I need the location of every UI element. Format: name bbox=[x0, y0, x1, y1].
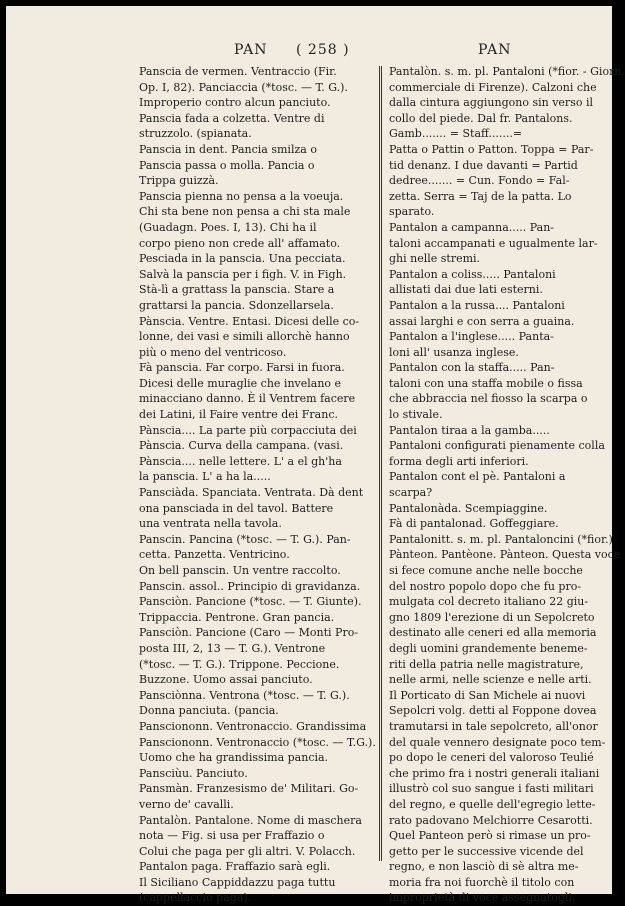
text-line: più o meno del ventricoso. bbox=[139, 345, 287, 359]
text-line: illustrò col suo sangue i fasti militari bbox=[389, 782, 594, 796]
text-line: Panscia de vermen. Ventraccio (Fir. bbox=[139, 65, 337, 78]
text-line: collo del piede. Dal fr. Pantalons. bbox=[389, 111, 573, 125]
text-line: gno 1809 l'erezione di un Sepolcreto bbox=[389, 610, 595, 624]
text-line: che primo fra i nostri generali italiani bbox=[389, 766, 600, 780]
text-line: loni all' usanza inglese. bbox=[389, 345, 519, 359]
text-line: (*tosc. — T. G.). Trippone. Peccione. bbox=[139, 657, 340, 671]
text-line: grattarsi la pancia. Sdonzellarsela. bbox=[139, 298, 334, 312]
text-line: dei Latini, il Faire ventre dei Franc. bbox=[139, 408, 338, 422]
text-line: nelle armi, nelle scienze e nelle arti. bbox=[389, 673, 592, 687]
text-line: Pansciòn. Pancione (*tosc. — T. Giunte). bbox=[139, 595, 362, 609]
text-line: destinato alle ceneri ed alla memoria bbox=[389, 626, 597, 640]
text-line: lo stivale. bbox=[389, 408, 443, 422]
text-line: Salvà la panscia per i figh. V. in Figh. bbox=[139, 267, 347, 281]
text-line: Gamb....... = Staff.......= bbox=[389, 127, 523, 141]
text-line: Fà panscia. Far corpo. Farsi in fuora. bbox=[139, 361, 345, 375]
text-line: tramutarsi in tale sepolcreto, all'onor bbox=[389, 719, 598, 733]
text-line: una ventrata nella tavola. bbox=[139, 517, 282, 531]
text-line: Patta o Pattin o Patton. Toppa = Par- bbox=[389, 142, 594, 156]
text-line: mulgata col decreto italiano 22 giu- bbox=[389, 595, 589, 609]
text-line: Pansciononn. Ventronaccio (*tosc. — T.G.). bbox=[139, 735, 376, 749]
text-line: On bell panscin. Un ventre raccolto. bbox=[139, 564, 341, 577]
text-line: Pantalòn. Pantalone. Nome di maschera bbox=[139, 813, 362, 827]
text-line: assai larghi e con serra a guaina. bbox=[389, 314, 575, 328]
text-line: Pansmàn. Franzesismo de' Militari. Go- bbox=[139, 782, 359, 796]
text-line: Buzzone. Uomo assai panciuto. bbox=[139, 673, 313, 687]
text-line: Il Porticato di San Michele ai nuovi bbox=[389, 688, 586, 702]
text-line: Pansciononn. Ventronaccio. Grandissima bbox=[139, 719, 367, 733]
text-line: del regno, e quelle dell'egregio lette- bbox=[389, 797, 596, 811]
text-line: (cappellaccio paga). bbox=[139, 891, 252, 905]
text-line: Panscia pienna no pensa a la voeuja. bbox=[139, 189, 344, 203]
text-line: Pànscia. Ventre. Entasi. Dicesi delle co- bbox=[139, 314, 360, 328]
text-line: Pesciada in la panscia. Una pecciata. bbox=[139, 252, 346, 266]
text-line: allistati dai due lati esterni. bbox=[389, 283, 543, 297]
text-line: Il Siciliano Cappiddazzu paga tuttu bbox=[139, 875, 336, 889]
text-line: improprietà di voce assegnatogli. bbox=[389, 891, 576, 905]
text-line: Pansciòn. Pancione (Caro — Monti Pro- bbox=[139, 626, 359, 640]
running-head-right: PAN bbox=[478, 42, 512, 58]
text-line: Pantalon paga. Fraffazio sarà egli. bbox=[139, 860, 331, 874]
text-line: Pansciàda. Spanciata. Ventrata. Dà dent bbox=[139, 486, 364, 500]
text-line: rato padovano Melchiorre Cesarotti. bbox=[389, 813, 593, 827]
text-line: Op. I, 82). Panciaccia (*tosc. — T. G.). bbox=[139, 80, 348, 94]
text-line: verno de' cavalli. bbox=[139, 797, 234, 811]
text-line: Pantaloni configurati pienamente colla bbox=[389, 439, 605, 453]
text-line: taloni accampanati e ugualmente lar- bbox=[389, 236, 598, 250]
text-line: Panscin. Pancina (*tosc. — T. G.). Pan- bbox=[139, 532, 351, 546]
text-line: Improperio contro alcun panciuto. bbox=[139, 96, 331, 110]
text-line: Dicesi delle muraglie che invelano e bbox=[139, 376, 342, 390]
text-line: Panscia in dent. Pancia smilza o bbox=[139, 142, 317, 156]
text-line: Pànscia.... nelle lettere. L' a el gh'ha bbox=[139, 454, 342, 468]
running-head-left: PAN bbox=[234, 42, 268, 58]
text-line: Quel Panteon però si rimase un pro- bbox=[389, 829, 591, 843]
text-line: riti della patria nelle magistrature, bbox=[389, 657, 584, 671]
text-line: getto per le successive vicende del bbox=[389, 844, 584, 858]
text-line: Trippa guizzà. bbox=[139, 174, 219, 188]
text-line: che abbraccia nel fiosso la scarpa o bbox=[389, 392, 588, 406]
text-line: Pantalon con la staffa..... Pan- bbox=[389, 361, 555, 375]
text-line: Fà di pantalonad. Goffeggiare. bbox=[389, 517, 559, 531]
text-line: Pantalon tiraa a la gamba..... bbox=[389, 423, 550, 437]
text-line: Pansciùu. Panciuto. bbox=[139, 766, 248, 780]
text-line: del quale vennero designate poco tem- bbox=[389, 735, 606, 749]
text-line: Pantalonitt. s. m. pl. Pantaloncini (*fior.) bbox=[389, 532, 613, 546]
text-line: Sepolcri volg. detti al Foppone dovea bbox=[389, 704, 597, 718]
text-line: Panscin. assol.. Principio di gravidanza. bbox=[139, 579, 361, 593]
text-line: Stà-lì a grattass la panscia. Stare a bbox=[139, 283, 335, 297]
text-line: commerciale di Firenze). Calzoni che bbox=[389, 80, 597, 94]
right-column bbox=[389, 64, 625, 906]
text-line: cetta. Panzetta. Ventricino. bbox=[139, 548, 290, 562]
text-line: regno, e non lasciò di sè altra me- bbox=[389, 860, 579, 874]
text-line: Trippaccia. Pentrone. Gran pancia. bbox=[139, 610, 335, 624]
text-line: forma degli arti inferiori. bbox=[389, 454, 529, 468]
text-line: Panscia fada a colzetta. Ventre di bbox=[139, 111, 325, 125]
text-line: Uomo che ha grandissima pancia. bbox=[139, 751, 329, 765]
text-line: minacciano danno. È il Ventrem facere bbox=[139, 392, 356, 406]
text-line: nota — Fig. si usa per Fraffazio o bbox=[139, 829, 325, 843]
text-line: taloni con una staffa mobile o fissa bbox=[389, 376, 583, 390]
text-line: Pànscia.... La parte più corpacciuta dei bbox=[139, 423, 357, 437]
text-line: (Guadagn. Poes. I, 13). Chi ha il bbox=[139, 220, 317, 234]
book-page bbox=[6, 6, 625, 905]
text-line: Donna panciuta. (pancia. bbox=[139, 704, 279, 718]
text-line: Pànteon. Pantèone. Pànteon. Questa voce bbox=[389, 548, 621, 562]
text-line: Pantalon a la russa.... Pantaloni bbox=[389, 298, 565, 312]
text-line: ona pansciada in del tavol. Battere bbox=[139, 501, 334, 515]
text-line: Pantalon cont el pè. Pantaloni a bbox=[389, 470, 566, 484]
text-line: la panscia. L' a ha la..... bbox=[139, 470, 271, 484]
text-line: Pantalonàda. Scempiaggine. bbox=[389, 501, 548, 515]
text-line: Colui che paga per gli altri. V. Polacch. bbox=[139, 844, 356, 858]
text-line: Pànscia. Curva della campana. (vasi. bbox=[139, 439, 344, 453]
text-line: scarpa? bbox=[389, 486, 433, 500]
text-line: Pantalon a campanna..... Pan- bbox=[389, 220, 555, 234]
text-line: Panscia passa o molla. Pancia o bbox=[139, 158, 315, 172]
text-line: degli uomini grandemente beneme- bbox=[389, 641, 588, 655]
text-line: dalla cintura aggiungono sin verso il bbox=[389, 96, 593, 110]
text-line: dedree....... = Cun. Fondo = Fal- bbox=[389, 174, 570, 188]
text-line: zetta. Serra = Taj de la patta. Lo bbox=[389, 189, 572, 203]
text-line: Pantalon a l'inglese..... Panta- bbox=[389, 330, 554, 344]
text-line: po dopo le ceneri del valoroso Teulié bbox=[389, 751, 594, 765]
text-line: Pantalon a coliss..... Pantaloni bbox=[389, 267, 556, 281]
text-line: struzzolo. (spianata. bbox=[139, 127, 252, 141]
text-line: corpo pieno non crede all' affamato. bbox=[139, 236, 341, 250]
text-line: del nostro popolo dopo che fu pro- bbox=[389, 579, 582, 593]
text-line: Pantalòn. s. m. pl. Pantaloni (*fior. - Giorn. bbox=[389, 65, 625, 78]
text-line: si fece comune anche nelle bocche bbox=[389, 564, 583, 577]
text-line: tid denanz. I due davanti = Partid bbox=[389, 158, 578, 172]
text-line: Chi sta bene non pensa a chi sta male bbox=[139, 205, 351, 219]
text-line: moria fra noi fuorchè il titolo con bbox=[389, 875, 575, 889]
page-number: ( 258 ) bbox=[296, 42, 350, 58]
text-line: ghi nelle stremi. bbox=[389, 252, 481, 266]
text-line: Pansciònna. Ventrona (*tosc. — T. G.). bbox=[139, 688, 350, 702]
text-line: posta III, 2, 13 — T. G.). Ventrone bbox=[139, 641, 326, 655]
text-line: sparato. bbox=[389, 205, 435, 219]
text-line: lonne, dei vasi e simili allorchè hanno bbox=[139, 330, 350, 344]
column-divider bbox=[379, 66, 382, 861]
left-column bbox=[139, 64, 376, 906]
